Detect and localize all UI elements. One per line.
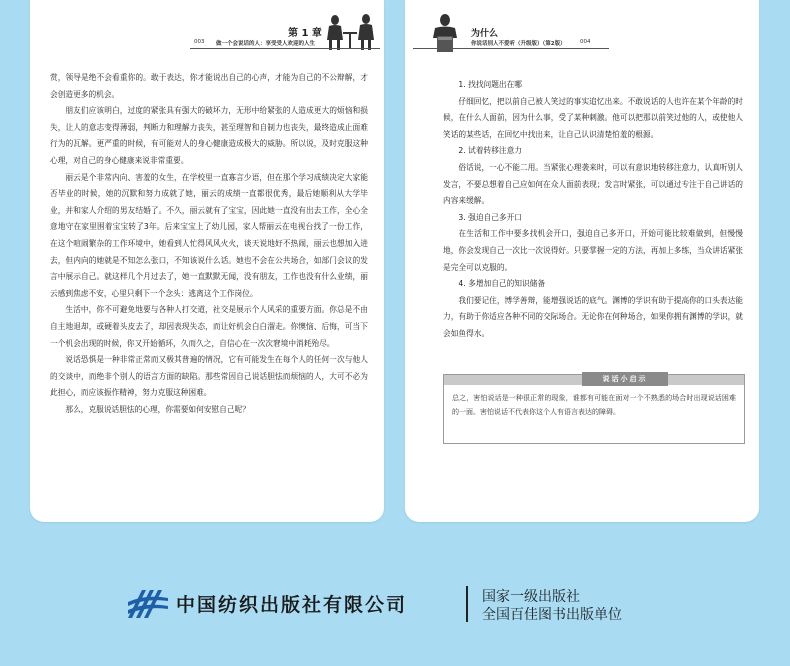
right-page-body [443,77,743,343]
page-number: 003 [194,39,205,45]
tip-label: 说话小启示 [582,372,668,386]
chatting-people-illustration [323,12,379,52]
section-heading: 2. 试着转移注意力 [458,146,522,156]
paragraph: 仔细回忆，把以前自己被人笑过的事实追忆出来。不敢说话的人也许在某个年龄的时候，在什么人面前，因为什么事，受了某种刺激。他可以把那以前笑过他的人，或使他人笑话的某些话，在回忆中找出来，让自己认识清楚怕羞的根源。 [443,96,743,139]
section-heading: 3. 强迫自己多开口 [458,212,522,222]
right-page-header [405,0,759,58]
left-page-body [50,70,368,418]
publisher-tagline: 国家一级出版社 [482,589,580,605]
paragraph: 丽云是个非常内向、害羞的女生，在学校里一直寡言少语，但在那个学习成绩决定大家能否毕业的时候，她的沉默和努力成就了她，丽云的成绩一直都很优秀，最后她顺利从大学毕业，并和家人介绍的男友结婚了。不久，丽云就有了宝宝，因此她一直没有出去工作，全心全意地守在家里围着宝宝转了3年。后来宝宝上了幼儿园，家人帮丽云在电视台找了一份工作，在这个喧闹繁杂的工作环境中，她看到人忙得风风火火，谈天说地好不热闹，丽云也想加入进去，但内向的她就是不知怎么张口，不知该说什么话。她也不会在公共场合，如部门会议的发言中展示自己。就这样几个月过去了，她一直默默无闻，没有朋友，工作也没有什么业绩，丽云感到焦虑不安，心里只剩下一个念头：逃离这个工作岗位。 [50,172,368,298]
chapter-subtitle: 做一个会说话的人：享受受人欢迎的人生 [216,41,316,47]
paragraph: 俗话说，一心不能二用。当紧张心理袭来时，可以有意识地转移注意力，认真听别人发言，不要总想着自己应如何在众人面前表现；发言时紧张，可以通过专注于自己讲话的内容来缓解。 [443,162,743,206]
left-page-header [30,0,384,58]
paragraph: 我们要记住，博学善辩，能增强说话的底气。渊博的学识有助于提高你的口头表达能力，有助于你适应各种不同的交际场合。无论你在何种场合，如果你拥有渊博的学识，就会如鱼得水。 [443,295,743,338]
paragraph: 在生活和工作中要多找机会开口，强迫自己多开口，开始可能比较难做到，但慢慢地，你会发现自己一次比一次说得好。只要掌握一定的方法，再加上多练，当众讲话紧张是完全可以克服的。 [443,229,743,272]
footer-divider [466,586,468,622]
book-title: 为什么 [471,29,499,39]
section-heading: 4. 多增加自己的知识储备 [458,279,546,289]
page-number: 004 [580,39,591,45]
paragraph: 说话恐惧是一种非常正常而又极其普遍的情况，它有可能发生在每个人的任何一次与他人的交谈中，而绝非个别人的语言方面的缺陷。那些常因自己说话胆怯而烦恼的人，大可不必为此担心，而应该振作精神，努力克服这种困难。 [50,355,368,398]
header-rule [413,48,609,49]
header-rule [190,48,380,49]
right-book-page [405,0,759,522]
book-subtitle: 你说话别人不爱听（升级版）（第2版） [471,41,566,47]
paragraph: 那么，克服说话胆怯的心理，你需要如何安慰自己呢？ [65,404,250,414]
chapter-label: 第 1 章 [288,28,322,39]
paragraph: 生活中，你不可避免地要与各种人打交道，社交是展示个人风采的重要方面。你总是不由自主地退却，或硬着头皮去了，却因表现失态，而让好机会白白溜走。你懊恼、后悔，可当下一个机会出现的时候，你又开始循环，久而久之，自信心在一次次窘境中消耗殆尽。 [50,305,368,348]
publisher-logo-icon [126,588,170,622]
paragraph: 朋友们应该明白，过度的紧张具有强大的破坏力，无形中给紧张的人造成更大的烦恼和损失，让人的意志变得薄弱，判断力和理解力丧失，甚至理智和自制力也丧失，最终造成止面难行为的瓦解。更严重的时候，有可能对人的身心健康造成极大的威胁。所以说，及时克服这种心理，对自己的身心健康来说非常重要。 [50,106,368,165]
paragraph: 赏，领导是绝不会看重你的。敢于表达，你才能说出自己的心声，才能为自己的不公辩解，才会创造更多的机会。 [50,73,368,99]
left-book-page [30,0,384,522]
tip-text: 总之，害怕说话是一种很正常的现象，谁都有可能在面对一个不熟悉的场合时出现说话困难的一面。害怕说话不代表你这个人有语言表达的障碍。 [452,394,736,416]
section-heading: 1. 找找问题出在哪 [458,80,522,89]
publisher-tagline: 全国百佳图书出版单位 [482,607,622,623]
publisher-name: 中国纺织出版社有限公司 [176,594,408,616]
tip-box [443,374,745,444]
